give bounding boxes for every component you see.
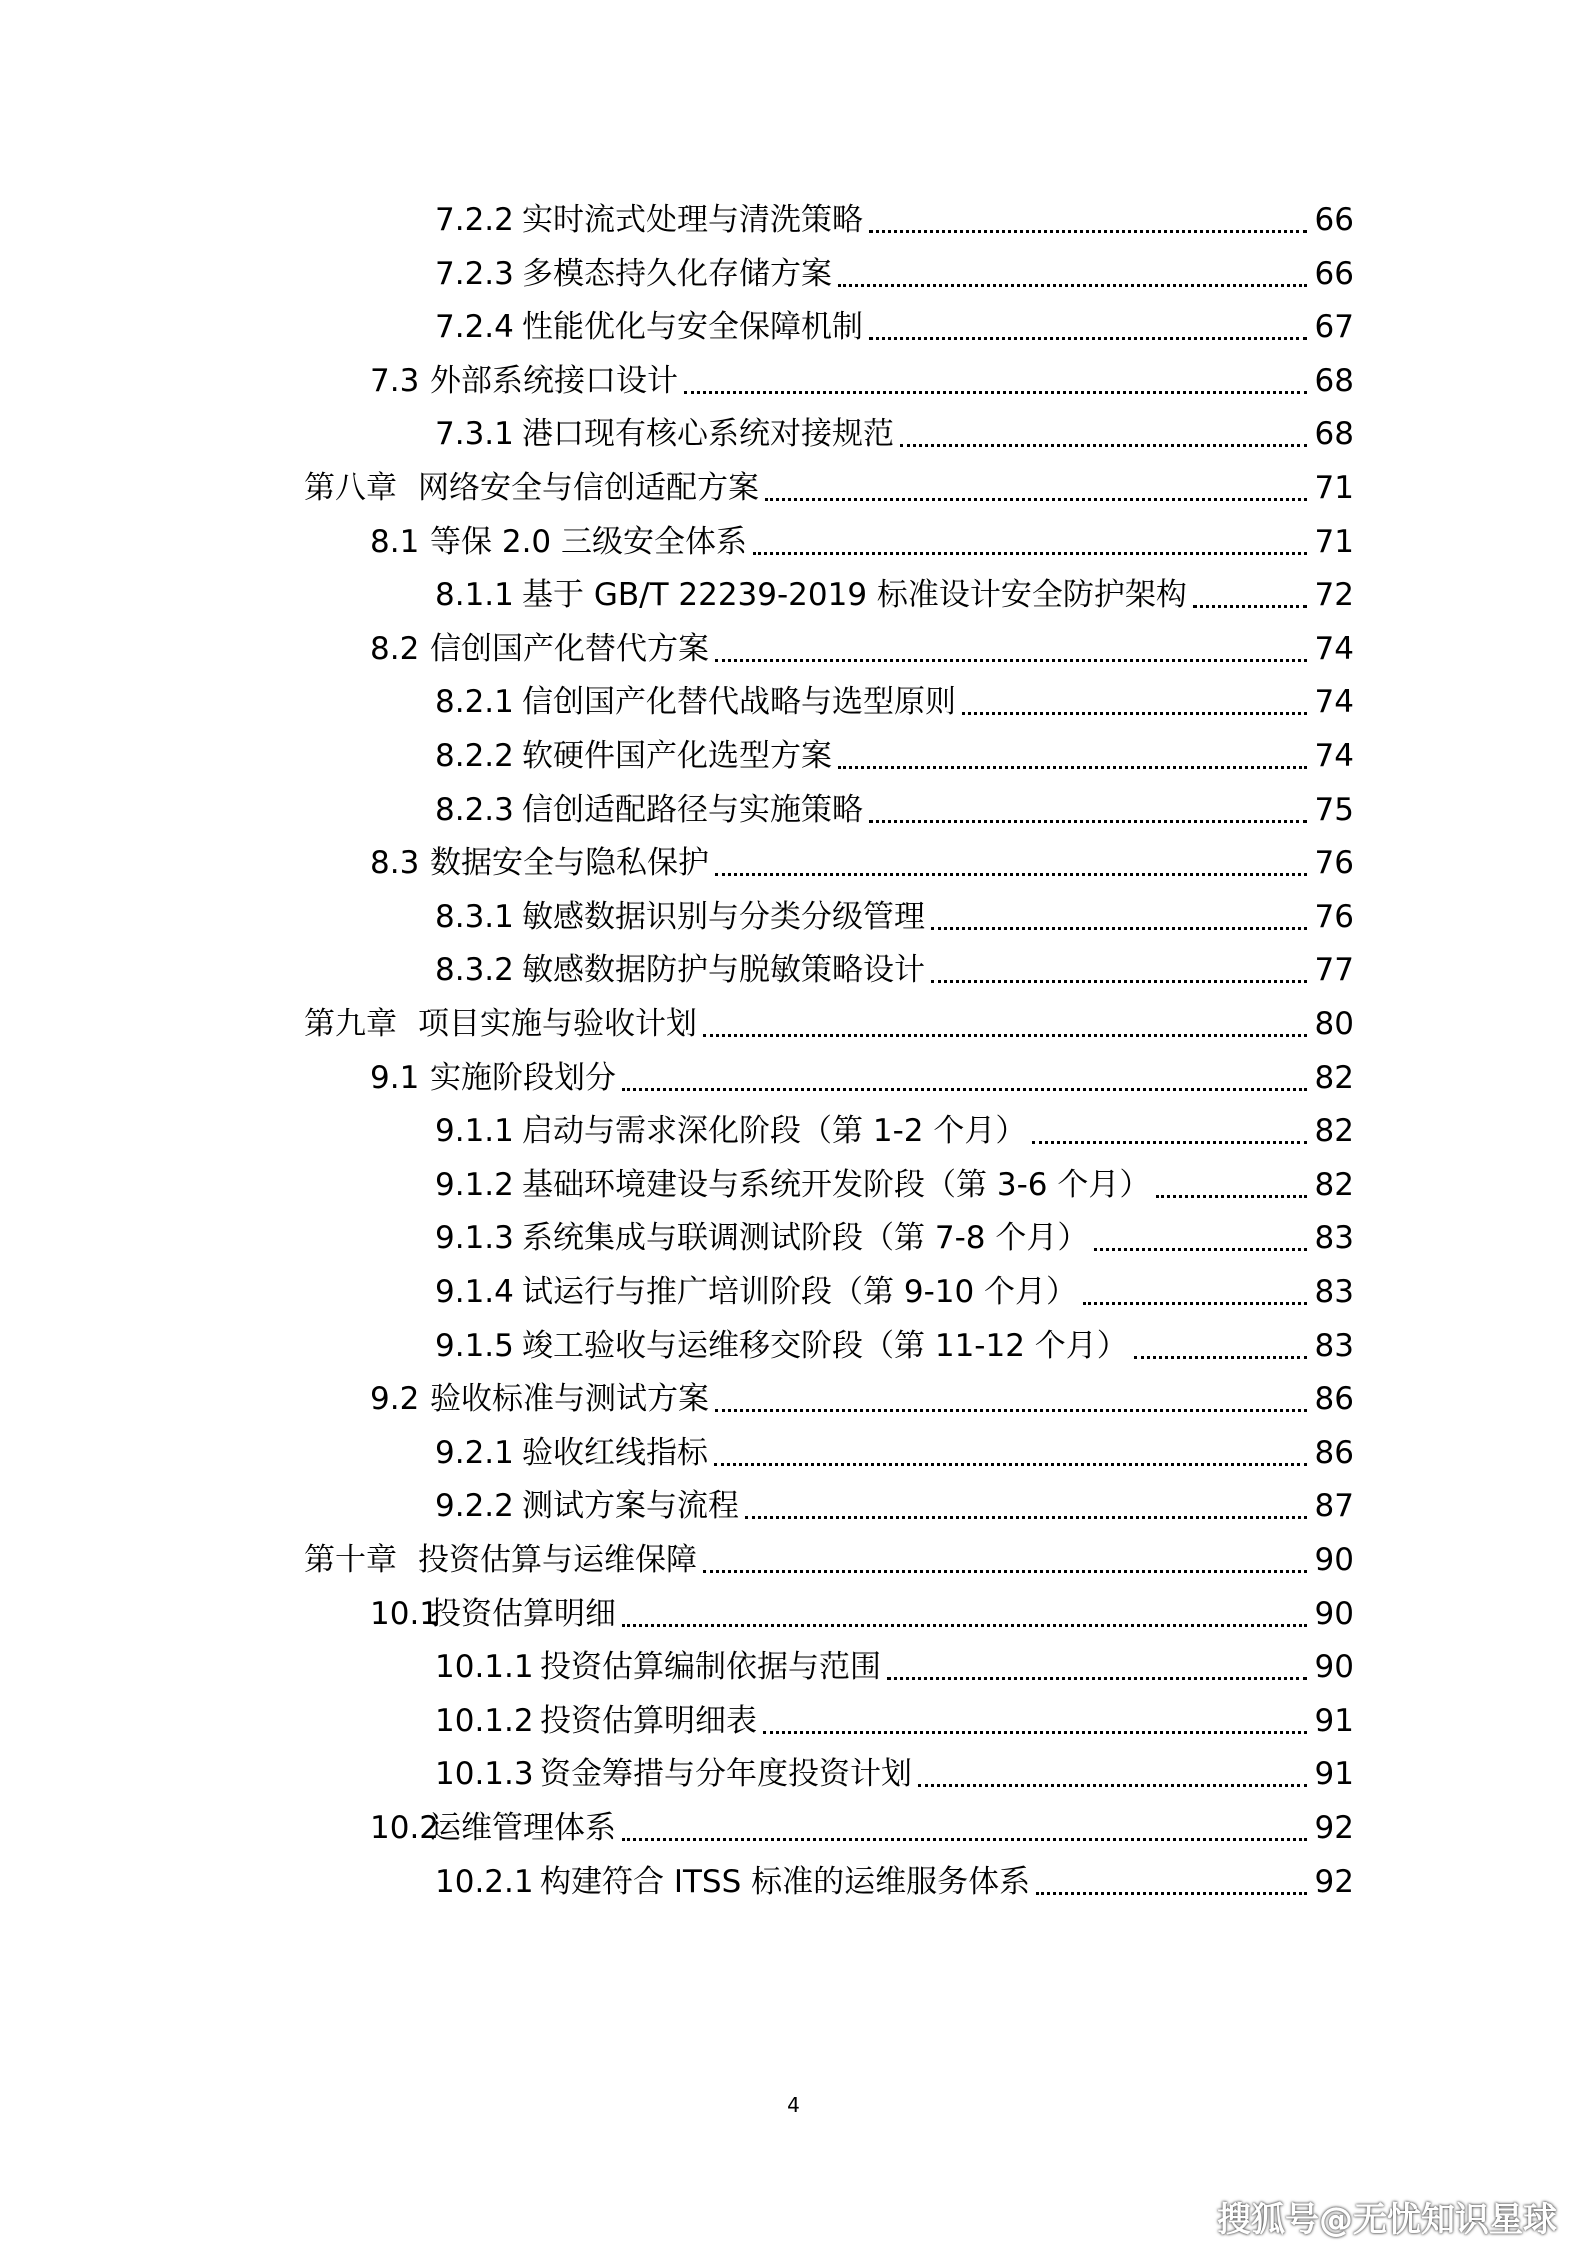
toc-entry-number: 9.1.5 [435,1328,514,1364]
toc-entry-page: 68 [1314,363,1354,399]
toc-entry-title: 启动与需求深化阶段（第 1-2 个月） [522,1113,1027,1149]
toc-entry-page: 76 [1314,899,1354,935]
toc-entry[interactable] [0,1326,1587,1366]
toc-entry-number: 8.2.3 [435,792,514,828]
toc-entry-number: 8.3 [370,845,420,881]
toc-dot-leader [918,1784,1307,1787]
toc-entry-page: 74 [1314,684,1354,720]
toc-dot-leader [745,1516,1307,1519]
toc-entry[interactable] [0,790,1587,830]
toc-entry-number: 9.1.2 [435,1167,514,1203]
toc-entry-title: 验收标准与测试方案 [430,1381,709,1417]
toc-entry[interactable] [0,1058,1587,1098]
toc-dot-leader [715,659,1307,662]
toc-entry[interactable] [0,1433,1587,1473]
toc-entry[interactable] [0,1218,1587,1258]
toc-entry[interactable] [0,1701,1587,1741]
toc-entry-page: 67 [1314,309,1354,345]
toc-entry[interactable] [0,1862,1587,1902]
toc-entry-page: 90 [1314,1542,1354,1578]
toc-entry-number: 9.2 [370,1381,420,1417]
toc-entry[interactable] [0,1647,1587,1687]
toc-entry-title: 基础环境建设与系统开发阶段（第 3-6 个月） [522,1167,1151,1203]
toc-entry-page: 71 [1314,524,1354,560]
toc-entry-title: 验收红线指标 [522,1435,708,1471]
toc-dot-leader [1193,605,1307,608]
toc-dot-leader [622,1624,1307,1627]
toc-entry-number: 9.1.4 [435,1274,514,1310]
toc-entry[interactable] [0,522,1587,562]
toc-entry-page: 91 [1314,1703,1354,1739]
toc-entry-number: 8.1 [370,524,420,560]
toc-entry-title: 基于 GB/T 22239-2019 标准设计安全防护架构 [522,577,1187,613]
toc-dot-leader [622,1088,1307,1091]
toc-entry-number: 8.2.1 [435,684,514,720]
toc-entry[interactable] [0,950,1587,990]
watermark: 搜狐号@无忧知识星球 [1217,2200,1557,2240]
toc-dot-leader [1032,1141,1307,1144]
toc-entry-title: 港口现有核心系统对接规范 [522,416,894,452]
toc-entry-page: 90 [1314,1596,1354,1632]
toc-dot-leader [763,1731,1307,1734]
toc-entry[interactable] [0,1272,1587,1312]
toc-entry-page: 74 [1314,738,1354,774]
toc-entry-title: 信创国产化替代方案 [430,631,709,667]
toc-dot-leader [1094,1248,1307,1251]
toc-entry[interactable] [0,1486,1587,1526]
toc-entry-page: 72 [1314,577,1354,613]
toc-entry-page: 92 [1314,1810,1354,1846]
toc-entry-title: 性能优化与安全保障机制 [522,309,863,345]
toc-entry-title: 测试方案与流程 [522,1488,739,1524]
toc-entry-page: 66 [1314,202,1354,238]
toc-entry-number: 10.1.2 [435,1703,534,1739]
toc-entry-page: 74 [1314,631,1354,667]
toc-entry[interactable] [0,200,1587,240]
toc-entry-number: 9.1.1 [435,1113,514,1149]
toc-entry-title: 数据安全与隐私保护 [430,845,709,881]
toc-entry-number: 第八章 [304,470,397,506]
toc-dot-leader [838,766,1307,769]
toc-dot-leader [931,927,1307,930]
toc-dot-leader [703,1034,1307,1037]
toc-entry[interactable] [0,1379,1587,1419]
toc-entry-number: 第十章 [304,1542,397,1578]
toc-entry[interactable] [0,629,1587,669]
toc-entry-title: 敏感数据防护与脱敏策略设计 [522,952,925,988]
toc-entry-title: 网络安全与信创适配方案 [418,470,759,506]
toc-dot-leader [684,391,1307,394]
toc-entry-title: 投资估算与运维保障 [418,1542,697,1578]
toc-entry[interactable] [0,1594,1587,1634]
toc-entry-page: 83 [1314,1274,1354,1310]
toc-entry-number: 9.1.3 [435,1220,514,1256]
toc-entry-page: 91 [1314,1756,1354,1792]
toc-entry-title: 投资估算明细表 [540,1703,757,1739]
toc-dot-leader [715,873,1307,876]
toc-entry-title: 竣工验收与运维移交阶段（第 11-12 个月） [522,1328,1128,1364]
toc-entry-number: 10.1 [370,1596,440,1632]
toc-entry-number: 8.3.2 [435,952,514,988]
toc-dot-leader [765,498,1307,501]
toc-entry-number: 8.1.1 [435,577,514,613]
toc-dot-leader [703,1570,1307,1573]
toc-dot-leader [962,712,1307,715]
toc-entry-title: 信创国产化替代战略与选型原则 [522,684,956,720]
toc-dot-leader [1036,1892,1307,1895]
toc-entry-title: 实时流式处理与清洗策略 [522,202,863,238]
toc-entry-page: 92 [1314,1864,1354,1900]
toc-dot-leader [1083,1302,1307,1305]
toc-entry[interactable] [0,307,1587,347]
toc-entry-page: 82 [1314,1113,1354,1149]
toc-entry[interactable] [0,1540,1587,1580]
toc-entry-page: 77 [1314,952,1354,988]
toc-entry-title: 实施阶段划分 [430,1060,616,1096]
toc-entry-page: 87 [1314,1488,1354,1524]
toc-entry-title: 系统集成与联调测试阶段（第 7-8 个月） [522,1220,1089,1256]
toc-entry-page: 82 [1314,1167,1354,1203]
toc-entry-number: 7.3.1 [435,416,514,452]
toc-entry[interactable] [0,843,1587,883]
toc-entry-page: 75 [1314,792,1354,828]
toc-entry-number: 8.2.2 [435,738,514,774]
toc-entry-title: 项目实施与验收计划 [418,1006,697,1042]
page-number: 4 [787,2093,800,2117]
toc-entry-page: 86 [1314,1435,1354,1471]
toc-entry-page: 86 [1314,1381,1354,1417]
toc-entry[interactable] [0,468,1587,508]
toc-entry-title: 外部系统接口设计 [430,363,678,399]
toc-dot-leader [753,552,1307,555]
toc-entry-title: 投资估算明细 [430,1596,616,1632]
toc-entry-number: 7.2.4 [435,309,514,345]
toc-dot-leader [1156,1195,1307,1198]
toc-entry-page: 76 [1314,845,1354,881]
toc-entry-number: 10.2 [370,1810,440,1846]
toc-dot-leader [838,284,1307,287]
toc-entry[interactable] [0,897,1587,937]
toc-entry[interactable] [0,682,1587,722]
toc-entry-number: 7.3 [370,363,420,399]
toc-dot-leader [714,1463,1307,1466]
toc-entry[interactable] [0,1165,1587,1205]
toc-entry-title: 敏感数据识别与分类分级管理 [522,899,925,935]
toc-dot-leader [715,1409,1307,1412]
toc-dot-leader [869,337,1307,340]
toc-entry-title: 等保 2.0 三级安全体系 [430,524,748,560]
toc-dot-leader [900,444,1307,447]
toc-entry[interactable] [0,1808,1587,1848]
toc-entry-title: 信创适配路径与实施策略 [522,792,863,828]
toc-entry-page: 71 [1314,470,1354,506]
toc-entry[interactable] [0,1111,1587,1151]
toc-entry-page: 68 [1314,416,1354,452]
toc-entry-title: 运维管理体系 [430,1810,616,1846]
toc-entry-number: 9.2.1 [435,1435,514,1471]
toc-entry-page: 83 [1314,1328,1354,1364]
toc-entry-page: 90 [1314,1649,1354,1685]
toc-entry[interactable] [0,361,1587,401]
toc-entry-number: 8.3.1 [435,899,514,935]
toc-entry-page: 83 [1314,1220,1354,1256]
toc-entry-number: 9.2.2 [435,1488,514,1524]
toc-dot-leader [887,1677,1307,1680]
toc-entry-title: 试运行与推广培训阶段（第 9-10 个月） [522,1274,1078,1310]
toc-entry-number: 第九章 [304,1006,397,1042]
toc-entry[interactable] [0,736,1587,776]
toc-dot-leader [622,1838,1307,1841]
toc-entry[interactable] [0,1754,1587,1794]
toc-entry-number: 8.2 [370,631,420,667]
toc-entry[interactable] [0,414,1587,454]
toc-dot-leader [931,980,1307,983]
toc-entry[interactable] [0,575,1587,615]
toc-entry-title: 多模态持久化存储方案 [522,256,832,292]
toc-entry[interactable] [0,254,1587,294]
toc-entry-page: 66 [1314,256,1354,292]
toc-entry-title: 软硬件国产化选型方案 [522,738,832,774]
toc-entry-number: 10.1.1 [435,1649,534,1685]
toc-entry-number: 10.2.1 [435,1864,534,1900]
toc-entry-title: 投资估算编制依据与范围 [540,1649,881,1685]
toc-entry-number: 7.2.2 [435,202,514,238]
toc-entry-page: 82 [1314,1060,1354,1096]
toc-entry-page: 80 [1314,1006,1354,1042]
toc-entry-title: 资金筹措与分年度投资计划 [540,1756,912,1792]
toc-entry-title: 构建符合 ITSS 标准的运维服务体系 [540,1864,1031,1900]
toc-dot-leader [869,820,1307,823]
toc-entry-number: 9.1 [370,1060,420,1096]
toc-dot-leader [869,230,1307,233]
toc-entry[interactable] [0,1004,1587,1044]
toc-entry-number: 10.1.3 [435,1756,534,1792]
toc-entry-number: 7.2.3 [435,256,514,292]
toc-dot-leader [1134,1356,1307,1359]
